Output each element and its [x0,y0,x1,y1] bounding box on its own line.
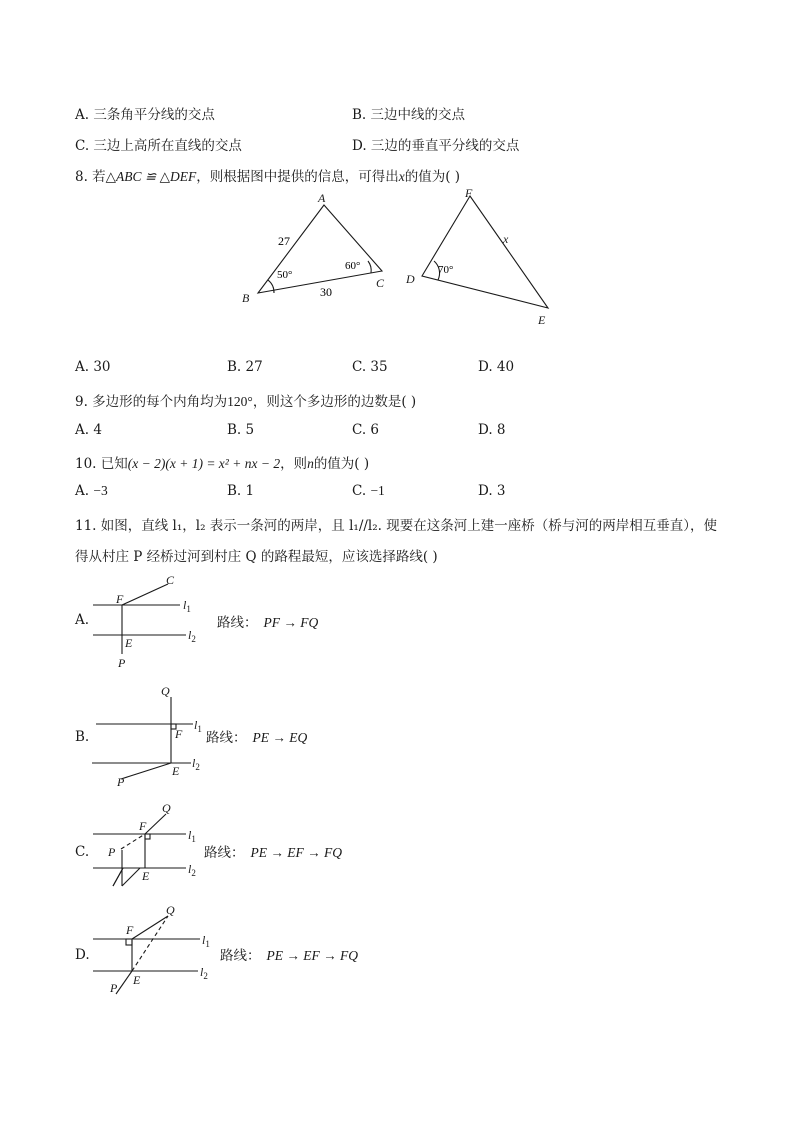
svg-text:F: F [175,727,183,741]
q7-option-c: C. 三边上高所在直线的交点 [75,138,242,154]
svg-text:l1: $l_1$ [188,828,196,844]
q7-option-a: A. 三条角平分线的交点 [75,107,215,123]
q10-stem: 10. 已知(x − 2)(x + 1) = x² + nx − 2，则n的值为( ) [75,456,370,472]
angle-c: 60° [345,260,361,272]
q7-option-d: D. 三边的垂直平分线的交点 [352,138,520,154]
svg-text:l2: $l_2$ [188,862,196,878]
vertex-b: B [242,291,250,305]
svg-text:P: P [117,775,125,789]
svg-text:l2: $l_2$ [192,756,200,772]
q10-option-a: A. −3 [75,483,108,499]
vertex-c: C [376,276,385,290]
svg-text:F: F [126,923,134,937]
svg-text:l1: $l_1$ [202,933,210,949]
q10-option-c: C. −1 [352,483,385,499]
q11-option-d-letter: D. [75,947,90,963]
q8-option-c: C. 35 [352,359,388,375]
svg-text:Q: Q [162,801,171,815]
q11-option-d-figure [88,902,218,1002]
svg-text:l1: $l_1$ [194,718,202,734]
triangle-def [422,196,548,308]
angle-d: 70° [438,264,454,276]
q11-option-d-route: 路线： PE → EF → FQ [220,948,358,964]
q8-triangles-figure [230,185,570,335]
q8-stem: 8. 若△ABC ≌ △DEF，则根据图中提供的信息，可得出x的值为( ) [75,169,461,185]
svg-text:P: P [108,845,116,859]
vertex-f: F [465,186,473,200]
q8-option-d: D. 40 [478,359,515,375]
svg-text:Q: Q [166,903,175,917]
q9-option-a: A. 4 [75,422,102,438]
side-ab: 27 [278,234,290,248]
side-bc: 30 [320,285,332,299]
svg-text:l2: $l_2$ [188,628,196,644]
svg-text:F: F [116,592,124,606]
q11-option-c-route: 路线： PE → EF → FQ [204,845,342,861]
svg-text:l1: $l_1$ [183,598,191,614]
svg-text:E: E [142,869,150,883]
vertex-a: A [318,191,326,205]
q11-option-a-figure [88,572,208,672]
q9-option-b: B. 5 [227,422,255,438]
svg-text:E: E [125,636,133,650]
q8-option-b: B. 27 [227,359,263,375]
q10-option-b: B. 1 [227,483,255,499]
svg-text:C: C [166,573,175,587]
svg-text:l2: $l_2$ [200,965,208,981]
q9-option-c: C. 6 [352,422,380,438]
q11-option-c-figure [88,798,208,898]
q11-option-a-letter: A. [75,612,90,628]
svg-text:Q: Q [161,684,170,698]
q11-option-a-route: 路线： PF → FQ [217,615,319,631]
q10-option-d: D. 3 [478,483,506,499]
q11-stem-line1: 11. 如图，直线 l₁，l₂ 表示一条河的两岸，且 l₁//l₂. 现要在这条河上建一座桥（桥与河的两岸相互垂直），使 [75,518,717,534]
q11-option-b-route: 路线： PE → EQ [206,730,308,746]
q11-option-b-letter: B. [75,729,90,745]
q7-option-b: B. 三边中线的交点 [352,107,466,123]
svg-text:P: P [110,981,118,995]
svg-text:F: F [139,819,147,833]
q9-stem: 9. 多边形的每个内角均为120°，则这个多边形的边数是( ) [75,394,417,410]
svg-text:E: E [172,764,180,778]
angle-b: 50° [277,269,293,281]
side-x: x [503,232,509,246]
svg-text:P: P [118,656,126,670]
q9-option-d: D. 8 [478,422,506,438]
q11-option-c-letter: C. [75,844,90,860]
svg-text:E: E [133,973,141,987]
vertex-d: D [406,272,415,286]
q8-option-a: A. 30 [75,359,111,375]
q11-stem-line2: 得从村庄 P 经桥过河到村庄 Q 的路程最短，应该选择路线( ) [75,549,438,565]
vertex-e: E [538,313,546,327]
q11-option-b-figure [88,682,208,790]
